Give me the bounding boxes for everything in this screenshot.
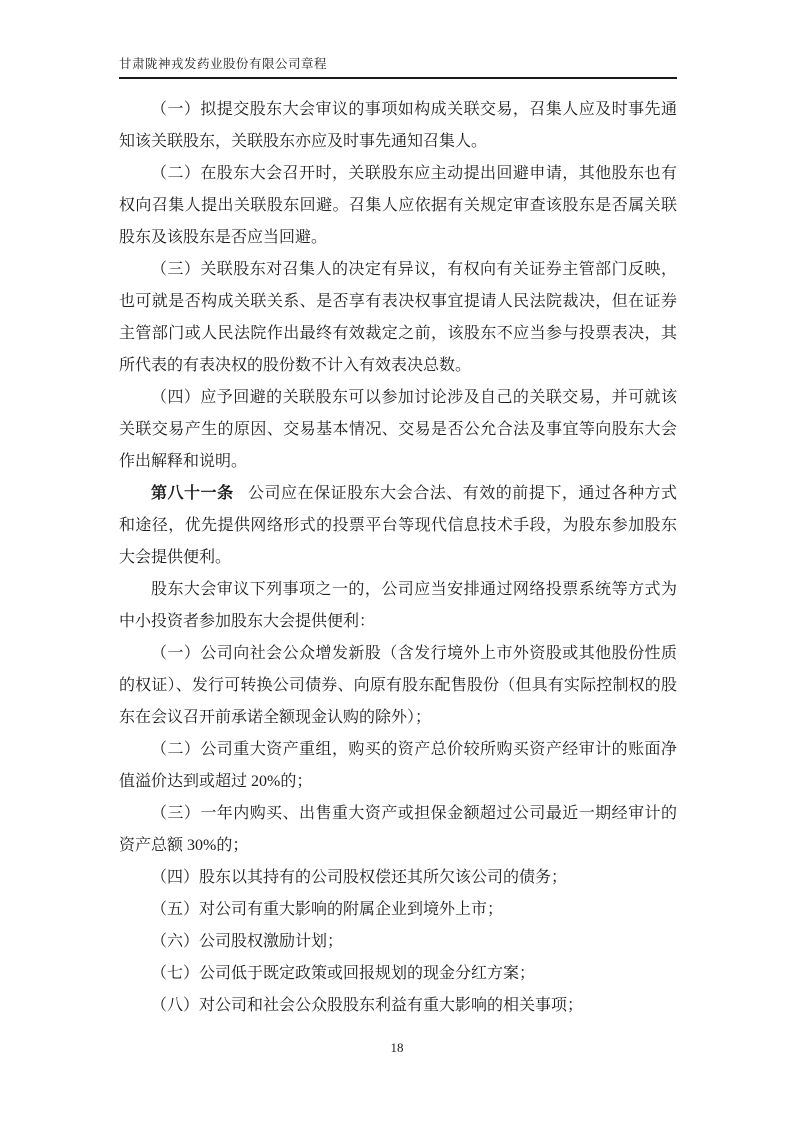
paragraph-related-tx-item-1: （一）拟提交股东大会审议的事项如构成关联交易，召集人应及时事先通知该关联股东，关联股东亦应及时事先通知召集人。 xyxy=(119,101,677,150)
paragraph-voting-item-4: （四）股东以其持有的公司股权偿还其所欠该公司的债务； xyxy=(151,869,568,886)
paragraph-voting-item-5: （五）对公司有重大影响的附属企业到境外上市； xyxy=(151,901,504,918)
page-footer xyxy=(0,1040,794,1056)
page-header xyxy=(119,54,677,79)
paragraph-voting-item-6: （六）公司股权激励计划； xyxy=(151,933,344,950)
paragraph-related-tx-item-3: （三）关联股东对召集人的决定有异议，有权向有关证券主管部门反映，也可就是否构成关联关系、是否享有表决权事宜提请人民法院裁决，但在证券主管部门或人民法院作出最终有效裁定之前，该股东不应当参与投票表决，其所代表的有表决权的股份数不计入有效表决总数。 xyxy=(119,261,677,374)
paragraph-related-tx-item-4: （四）应予回避的关联股东可以参加讨论涉及自己的关联交易，并可就该关联交易产生的原因、交易基本情况、交易是否公允合法及事宜等向股东大会作出解释和说明。 xyxy=(119,389,677,470)
paragraph-online-voting-intro: 股东大会审议下列事项之一的，公司应当安排通过网络投票系统等方式为中小投资者参加股东大会提供便利： xyxy=(119,581,677,630)
header-rule xyxy=(119,77,677,79)
paragraph-voting-item-1: （一）公司向社会公众增发新股（含发行境外上市外资股或其他股份性质的权证）、发行可转换公司债券、向原有股东配售股份（但具有实际控制权的股东在会议召开前承诺全额现金认购的除外）； xyxy=(119,645,677,726)
paragraph-voting-item-7: （七）公司低于既定政策或回报规划的现金分红方案； xyxy=(151,965,536,982)
paragraph-related-tx-item-2: （二）在股东大会召开时，关联股东应主动提出回避申请，其他股东也有权向召集人提出关联股东回避。召集人应依据有关规定审查该股东是否属关联股东及该股东是否应当回避。 xyxy=(119,165,677,246)
paragraph-article-81 xyxy=(119,478,677,574)
article-81-number: 第八十一条 xyxy=(151,485,234,502)
paragraph-voting-item-8: （八）对公司和社会公众股股东利益有重大影响的相关事项； xyxy=(151,997,584,1014)
header-title: 甘肃陇神戎发药业股份有限公司章程 xyxy=(119,57,328,71)
paragraph-voting-item-3: （三）一年内购买、出售重大资产或担保金额超过公司最近一期经审计的资产总额 30%的； xyxy=(119,805,677,854)
document-body xyxy=(119,94,677,1022)
article-81-text: 公司应在保证股东大会合法、有效的前提下，通过各种方式和途径，优先提供网络形式的投票平台等现代信息技术手段，为股东参加股东大会提供便利。 xyxy=(119,485,677,566)
page-number: 18 xyxy=(390,1040,404,1055)
paragraph-voting-item-2: （二）公司重大资产重组，购买的资产总价较所购买资产经审计的账面净值溢价达到或超过 20%的； xyxy=(119,741,677,790)
